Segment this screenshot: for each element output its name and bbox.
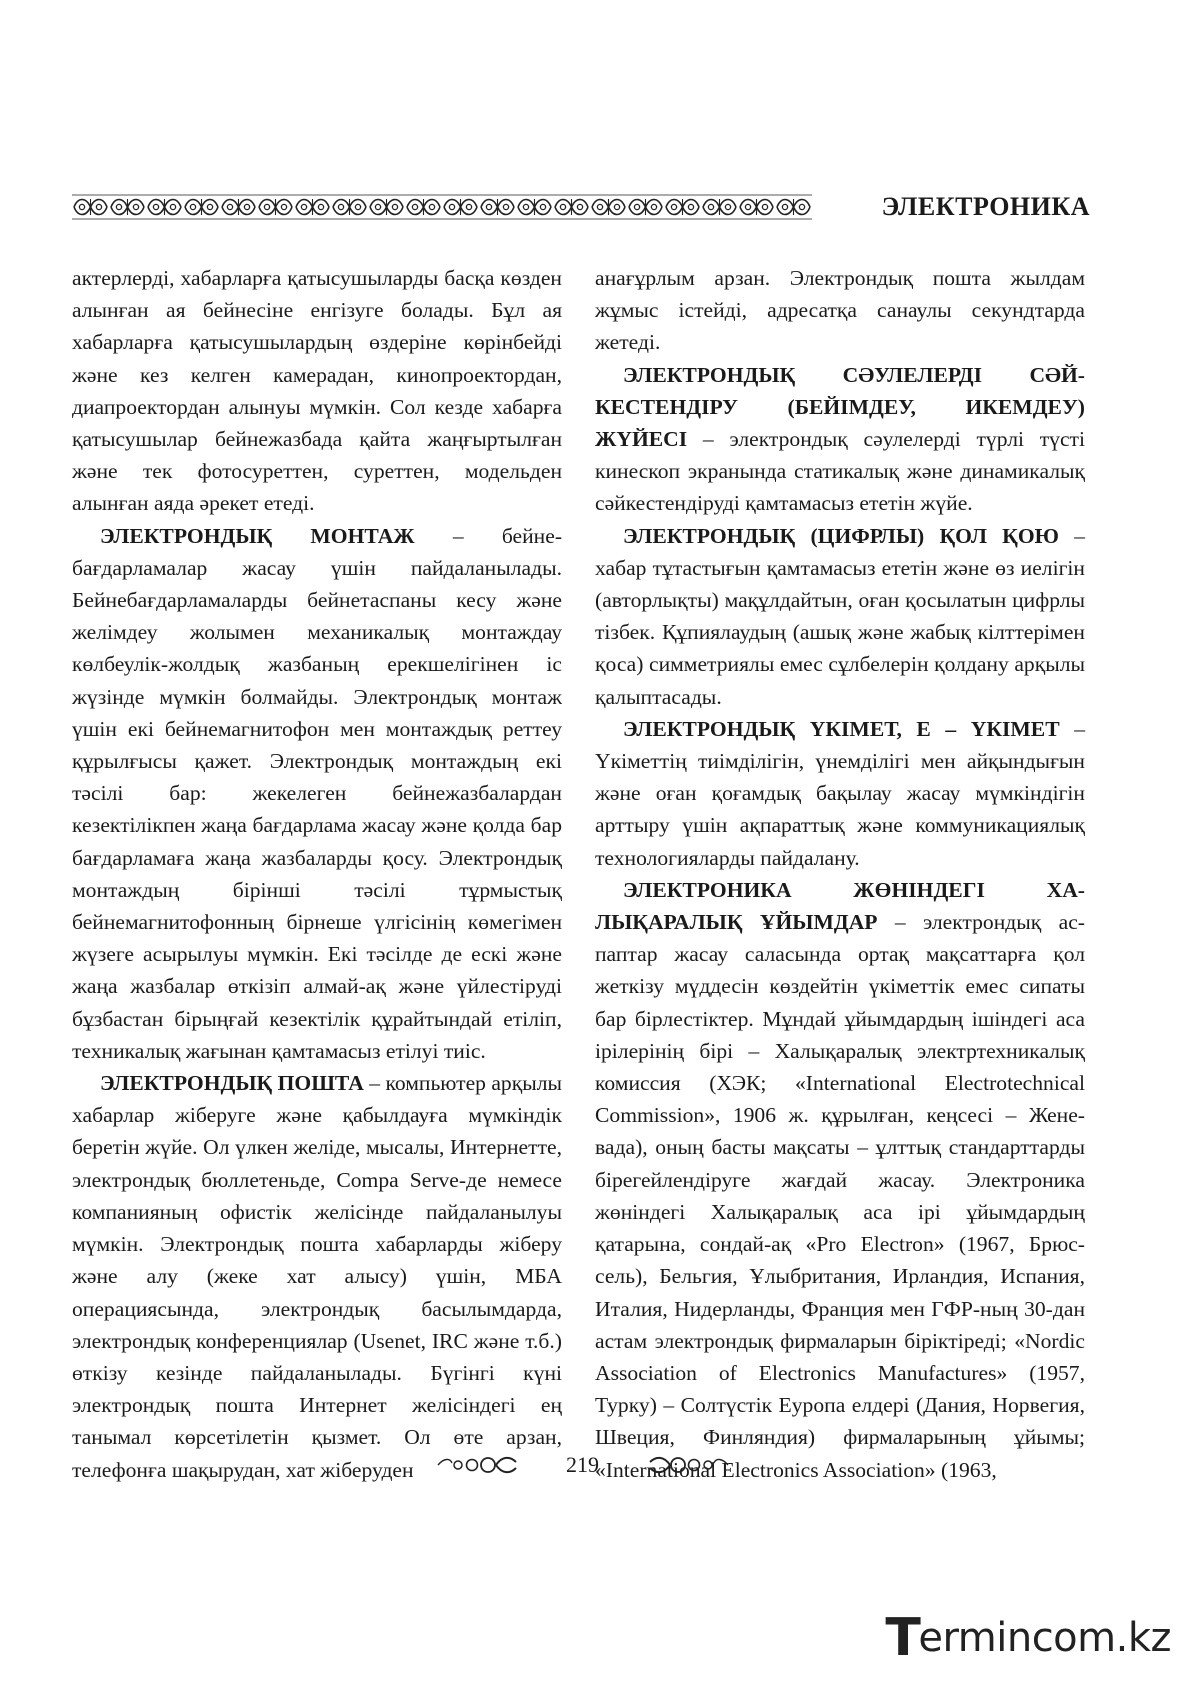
entry-term: ЭЛЕКТРОНДЫҚ СӘУЛЕЛЕРДІ СӘЙКЕСТЕНДІРУ (БЕЙІМДЕУ, ИКЕМДЕУ) ЖҮЙЕСІ [595,362,1085,452]
entry-definition: – Үкіметтің тиімділігін, үнемділігі мен айқындығын және оған қоғамдық бақылау жасау мүмкіндігін арттыру үшін ақпараттық және коммуникациялық технологияларды пайдалану. [595,716,1085,870]
termincom-watermark-logo [885,1610,1171,1666]
entry-electronic-mail [72,1067,562,1486]
entry-term: ЭЛЕКТРОНДЫҚ МОНТАЖ [100,523,415,548]
swirl-ornament-icon [436,1454,518,1481]
entry-definition: – электрондық аспаптар жасау саласында ортақ мақсаттарға қол жеткізу мүддесін көздейтін үкіметтік емес сипаты бар бірлестіктер. Мұндай ұйымдардың ішіндегі аса ірілерінің бірі – Халықаралық электртехникалық комиссия (ХЭК; «International Electrotechnical Commission», 1906 ж. құрылған, кеңсесі – Женевада), оның басты мақсаты – ұлттық стандарттарды бірегейлендіруге жағдай жасау. Электроника жөніндегі Халықаралық аса ірі ұйымдардың қатарына, сондай-ақ «Pro Electron» (1967, Брюссель), Бельгия, Ұлыбритания, Ирландия, Испания, Италия, Нидерланды, Франция мен ГФР-ның 30-дан астам электрондық фирмаларын біріктіреді; «Nordic Association of Electronics Manufactures» (1957, Турку) – Солтүстік Еуропа елдері (Дания, Норвегия, Швеция, Финляндия) фирмаларының ұйымы; «International Electronics Association» (1963, [595,910,1085,1482]
entry-definition: – бейнебағдарламалар жасау үшін пайдаланылады. Бейнебағдарламаларды бейнетаспаны кесу және желімдеу жолымен механикалық монтаждау көлбеулік-жолдық жазбаның ерекшелігінен іс жүзінде мүмкін болмайды. Электрондық монтаж үшін екі бейнемагнитофон мен монтаждық реттеу құрылғысы қажет. Электрондық монтаждың екі тәсілі бар: жекелеген бейнежазбалардан кезектілікпен жаңа бағдарлама жасау және қолда бар бағдарламаға жаңа жазбаларды қосу. Электрондық монтаждың бірінші тәсілі тұрмыстық бейнемагнитофонның бірнеше үлгісінің көмегімен жүзеге асырылуы мүмкін. Екі тәсілде де ескі және жаңа жазбалар өткізіп алмай-ақ және үйлестіруді бұзбастан бірыңғай кезектілік құрайтындай етіліп, техникалық жағынан қамтамасыз етілуі тиіс. [72,523,563,1063]
page-header [72,188,1090,228]
watermark-initial: T [885,1608,921,1668]
watermark-text-part1: ermincо [918,1615,1078,1661]
paragraph-continuation [595,262,1085,359]
page-footer [0,1448,1191,1488]
ornament-band-icon [72,194,812,220]
section-title: ЭЛЕКТРОНИКА [881,192,1090,221]
entry-term: ЭЛЕКТРОНДЫҚ ҮКІМЕТ, Е – ҮКІМЕТ [623,716,1060,741]
left-column [72,262,562,1486]
swirl-ornament-icon [648,1454,730,1481]
paragraph-continuation [72,262,562,520]
entry-international-organizations [595,874,1085,1486]
entry-definition: – электрондық сәулелерді түрлі түсті кинескоп экранында статикалық және динамикалық сәйкестендіруді қамтамасыз ететін жүйе. [595,427,1085,516]
watermark-text-part2: m.kz [1077,1615,1171,1661]
entry-electronic-montage [72,520,562,1067]
entry-e-government [595,713,1085,874]
paragraph-text: актерлерді, хабарларға қатысушыларды басқа көзден алынған ая бейнесіне енгізуге болады. Бұл ая хабарларға қатысушылардың өздеріне көрінбейді және кез келген камерадан, кинопроектордан, диапроектордан алынуы мүмкін. Сол кезде хабарға қатысушылар бейнежазбада қайта жаңғыртылған және тек фотосуреттен, суреттен, модельден алынған аяда әрекет етеді. [72,266,562,516]
entry-beam-alignment-system [595,359,1085,520]
page-number: 219 [566,1452,599,1477]
entry-definition: – компьютер арқылы хабарлар жіберуге және қабылдауға мүмкіндік беретін жүйе. Ол үлкен желіде, мысалы, Интернетте, электрондық бюллетеньде, Compa Serve-де немесе компанияның офистік желісінде пайдаланылуы мүмкін. Электрондық пошта хабарларды жіберу және алу (жеке хат алысу) үшін, МБА операциясында, электрондық басылымдарда, электрондық конференциялар (Usenet, IRC және т.б.) өткізу кезінде пайдаланылады. Бүгінгі күні электрондық пошта Интернет желісіндегі ең танымал көрсетілетін қызмет. Ол өте арзан, телефонға шақырудан, хат жіберуден [72,1071,563,1482]
paragraph-text: анағұрлым арзан. Электрондық пошта жылдам жұмыс істейді, адресатқа санаулы секундтарда жетеді. [595,266,1085,355]
entry-term: ЭЛЕКТРОНИКА ЖӨНІНДЕГІ ХАЛЫҚАРАЛЫҚ ҰЙЫМДАР [595,877,1085,935]
entry-definition: – хабар тұтастығын қамтамасыз ететін және өз иелігін (авторлықты) мақұлдайтын, оған қосылатын цифрлы тізбек. Құпиялаудың (ашық және жабық кілттерімен қоса) симметриялы емес сұлбелерін қолдану арқылы қалыптасады. [595,523,1085,709]
right-column [595,262,1085,1486]
entry-term: ЭЛЕКТРОНДЫҚ (ЦИФРЛЫ) ҚОЛ ҚОЮ [623,523,1059,548]
entry-digital-signature [595,520,1085,713]
entry-term: ЭЛЕКТРОНДЫҚ ПОШТА [100,1071,364,1096]
